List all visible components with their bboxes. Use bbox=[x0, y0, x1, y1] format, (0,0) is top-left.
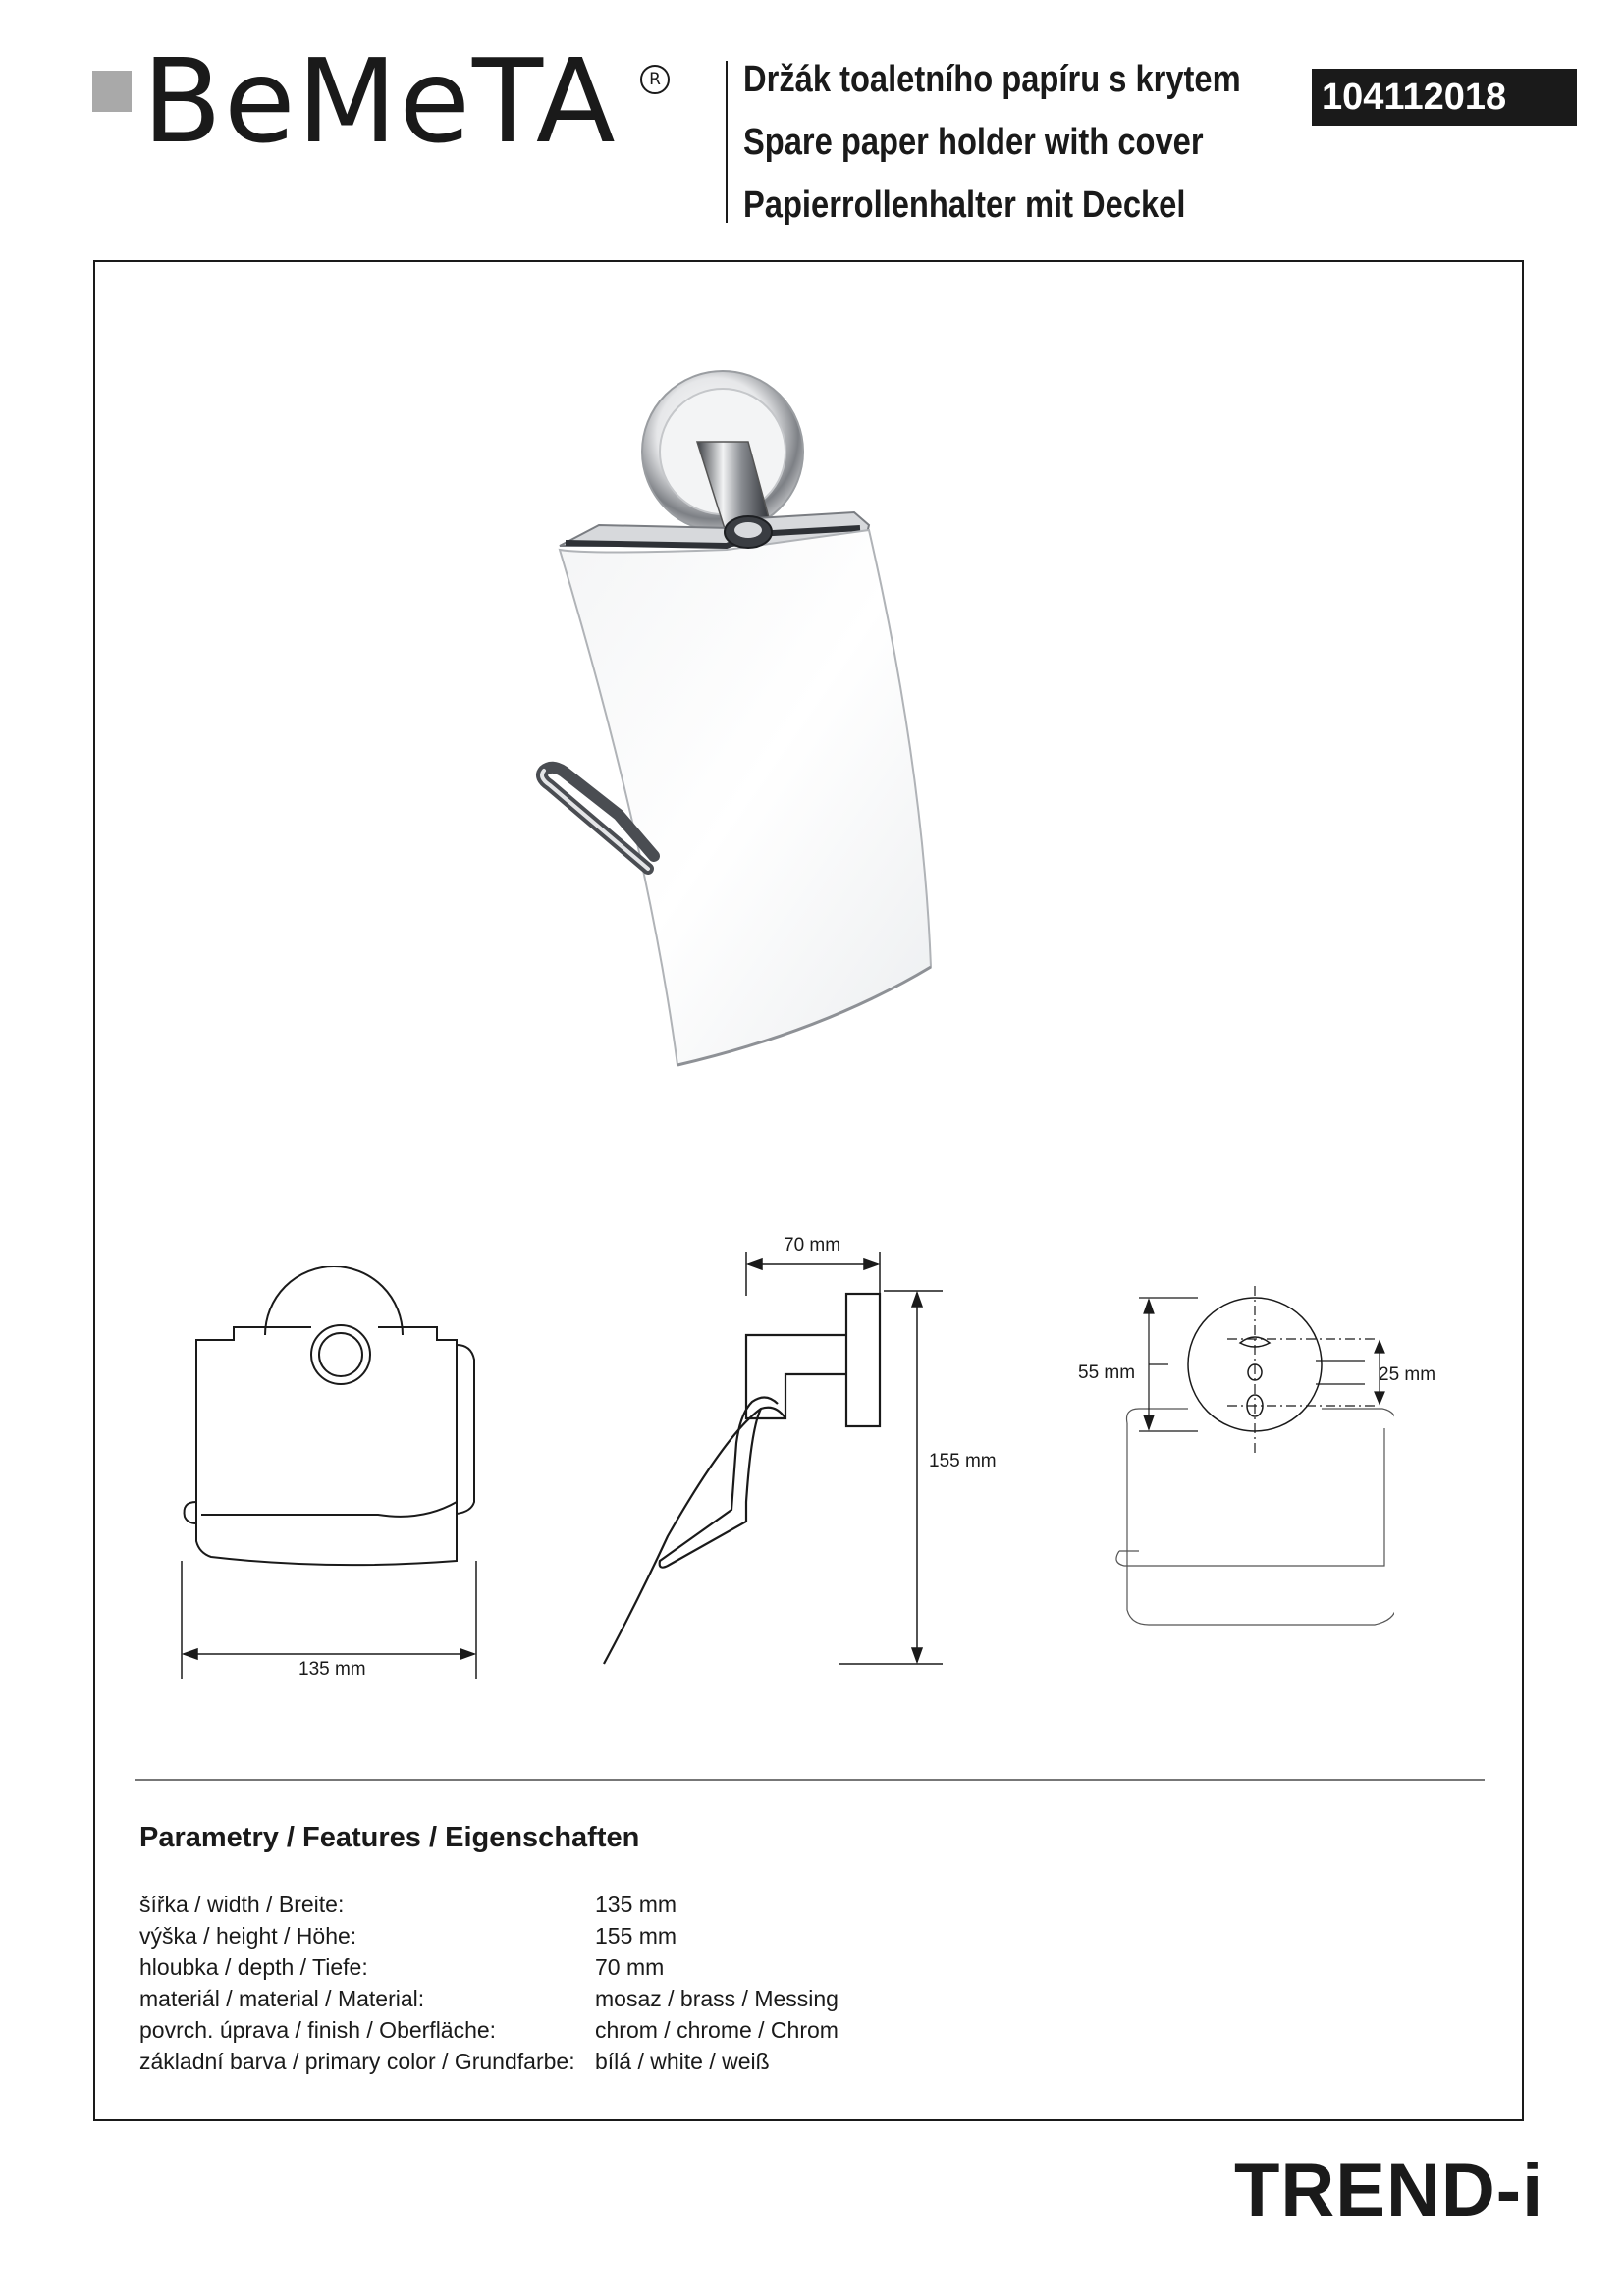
spec-label: materiál / material / Material: bbox=[139, 1986, 425, 2011]
spec-row bbox=[139, 2049, 1121, 2080]
spec-value: 70 mm bbox=[595, 1954, 665, 1980]
side-view-drawing bbox=[589, 1237, 943, 1688]
spec-row bbox=[139, 1923, 1121, 1954]
registered-mark: R bbox=[640, 65, 670, 94]
brand-logo: BeMeTA bbox=[142, 33, 618, 169]
side-depth-label: 70 mm bbox=[784, 1235, 841, 1255]
spec-label: šířka / width / Breite: bbox=[139, 1892, 345, 1917]
logo-square bbox=[92, 71, 132, 112]
front-width-label: 135 mm bbox=[298, 1659, 366, 1680]
spec-label: hloubka / depth / Tiefe: bbox=[139, 1954, 368, 1980]
front-view-drawing bbox=[172, 1266, 496, 1679]
section-divider bbox=[135, 1779, 1485, 1781]
spec-row bbox=[139, 2017, 1121, 2049]
spec-value: 155 mm bbox=[595, 1923, 677, 1949]
product-photo bbox=[530, 353, 1060, 1099]
spec-label: výška / height / Höhe: bbox=[139, 1923, 357, 1949]
back-view-drawing bbox=[1080, 1286, 1394, 1639]
spec-row bbox=[139, 1986, 1121, 2017]
product-title-en: Spare paper holder with cover bbox=[743, 122, 1204, 163]
back-offset-label: 25 mm bbox=[1379, 1364, 1436, 1385]
product-code: 104112018 bbox=[1312, 69, 1577, 126]
spec-label: základní barva / primary color / Grundfarbe: bbox=[139, 2049, 575, 2074]
side-height-label: 155 mm bbox=[929, 1451, 997, 1471]
spec-row bbox=[139, 1892, 1121, 1923]
spec-value: 135 mm bbox=[595, 1892, 677, 1917]
spec-row bbox=[139, 1954, 1121, 1986]
spec-value: mosaz / brass / Messing bbox=[595, 1986, 839, 2011]
spec-label: povrch. úprava / finish / Oberfläche: bbox=[139, 2017, 497, 2043]
spec-value: bílá / white / weiß bbox=[595, 2049, 770, 2074]
back-hole-spacing-label: 55 mm bbox=[1078, 1362, 1136, 1383]
product-title-de: Papierrollenhalter mit Deckel bbox=[743, 185, 1186, 226]
header-divider bbox=[726, 61, 728, 223]
features-title: Parametry / Features / Eigenschaften bbox=[139, 1822, 640, 1853]
spec-value: chrom / chrome / Chrom bbox=[595, 2017, 839, 2043]
series-name: TREND-i bbox=[1234, 2149, 1544, 2232]
product-title-cz: Držák toaletního papíru s krytem bbox=[743, 59, 1241, 100]
